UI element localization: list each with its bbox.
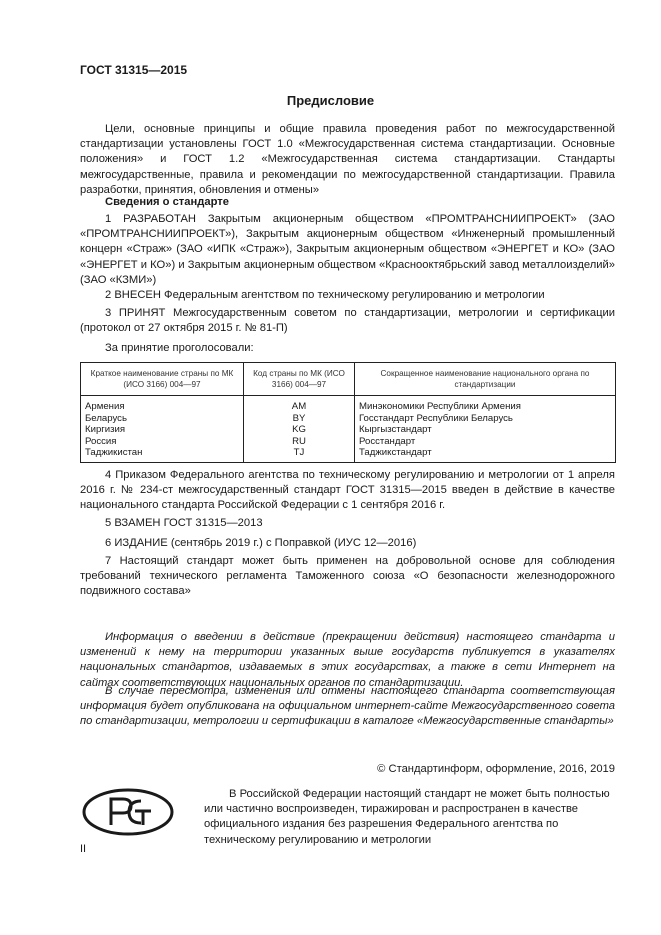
cell-code: TJ [244,447,355,462]
table-row [81,396,616,413]
cell-country: Армения [81,396,244,413]
item-6: 6 ИЗДАНИЕ (сентябрь 2019 г.) с Поправкой (ИУС 12—2016) [105,537,417,549]
document-code: ГОСТ 31315—2015 [80,63,188,77]
item-3: 3 ПРИНЯТ Межгосударственным советом по стандартизации, метрологии и сертификации (протокол от 27 октября 2015 г. № 81-П) [80,307,615,335]
item-5: 5 ВЗАМЕН ГОСТ 31315—2013 [105,517,263,529]
cell-code: AM [244,396,355,413]
item-2: 2 ВНЕСЕН Федеральным агентством по техническому регулированию и метрологии [105,289,545,301]
col-header-body: Сокращенное наименование национального органа по стандартизации [355,363,616,396]
rst-mark-icon [81,787,175,842]
item-1: 1 РАЗРАБОТАН Закрытым акционерным обществом «ПРОМТРАНСНИИПРОЕКТ» (ЗАО «ПРОМТРАНСНИИПРОЕКТ»), Закрытым акционерным обществом «Инженерный промышленный концерн «Страж» (ЗАО «ИПК «Страж»), Закрытым акционерным обществом «ЭНЕРГЕТ и КО» (ЗАО «ЭНЕРГЕТ и КО») и Закрытым акционерным обществом «Краснооктябрьский завод металлоизделий» (ЗАО «КЗМИ») [80,213,615,286]
cell-body: Госстандарт Республики Беларусь [359,412,513,424]
revision-note: В случае пересмотра, изменения или отмены настоящего стандарта соответствующая информация будет опубликована на официальном интернет-сайте Межгосударственного совета по стандартизации, метрологии и сертификации в каталоге «Межгосударственные стандарты» [80,685,615,728]
rights-notice: В Российской Федерации настоящий стандарт не может быть полностью или частично воспроизведен, тиражирован и распространен в качестве официального издания без разрешения Федерального агентства по техническому регулированию и метрологии [204,788,610,846]
cell-body: Росстандарт [359,435,416,447]
cell-country: Киргизия [81,424,244,436]
cell-country: Россия [81,436,244,448]
cell-country: Беларусь [81,413,244,425]
cell-code: KG [244,424,355,436]
page-number: II [80,843,87,855]
table-row [81,447,616,462]
col-header-country: Краткое наименование страны по МК (ИСО 3166) 004—97 [81,363,244,396]
table-row [81,413,616,425]
col-header-code: Код страны по МК (ИСО 3166) 004—97 [244,363,355,396]
cell-body: Таджикстандарт [359,447,432,458]
table-row [81,424,616,436]
section-title: Сведения о стандарте [105,196,229,208]
table-row [81,436,616,448]
copyright: © Стандартинформ, оформление, 2016, 2019 [377,763,615,775]
item-4: 4 Приказом Федерального агентства по техническому регулированию и метрологии от 1 апреля 2016 г. № 234-ст межгосударственный стандарт ГОСТ 31315—2015 введен в действие в качестве национального стандарта Российской Федерации с 1 сентября 2016 г. [80,469,615,512]
intro-paragraph: Цели, основные принципы и общие правила проведения работ по межгосударственной стандартизации установлены ГОСТ 1.0 «Межгосударственная система стандартизации. Основные положения» и ГОСТ 1.2 «Межгосударственная система стандартизации. Стандарты межгосударственные, правила и рекомендации по межгосударственной стандартизации. Правила разработки, принятия, обновления и отмены» [80,123,615,196]
table-header-row [81,363,616,396]
cell-country: Таджикистан [81,447,244,462]
cell-body: Кыргызстандарт [359,424,432,435]
item-7: 7 Настоящий стандарт может быть применен на добровольной основе для соблюдения требований технического регламента Таможенного союза «О безопасности железнодорожного подвижного состава» [80,555,615,598]
vote-label: За принятие проголосовали: [105,342,254,354]
cell-code: RU [244,436,355,448]
page-title: Предисловие [286,93,375,108]
cell-body: Минэкономики Республики Армения [359,401,521,412]
info-note: Информация о введении в действие (прекращении действия) настоящего стандарта и изменений к нему на территории указанных выше государств публикуется в указателях национальных стандартов, издаваемых в этих государствах, а также в сети Интернет на сайтах соответствующих национальных органов по стандартизации. [80,631,615,689]
voting-table [80,362,616,463]
cell-code: BY [244,413,355,425]
